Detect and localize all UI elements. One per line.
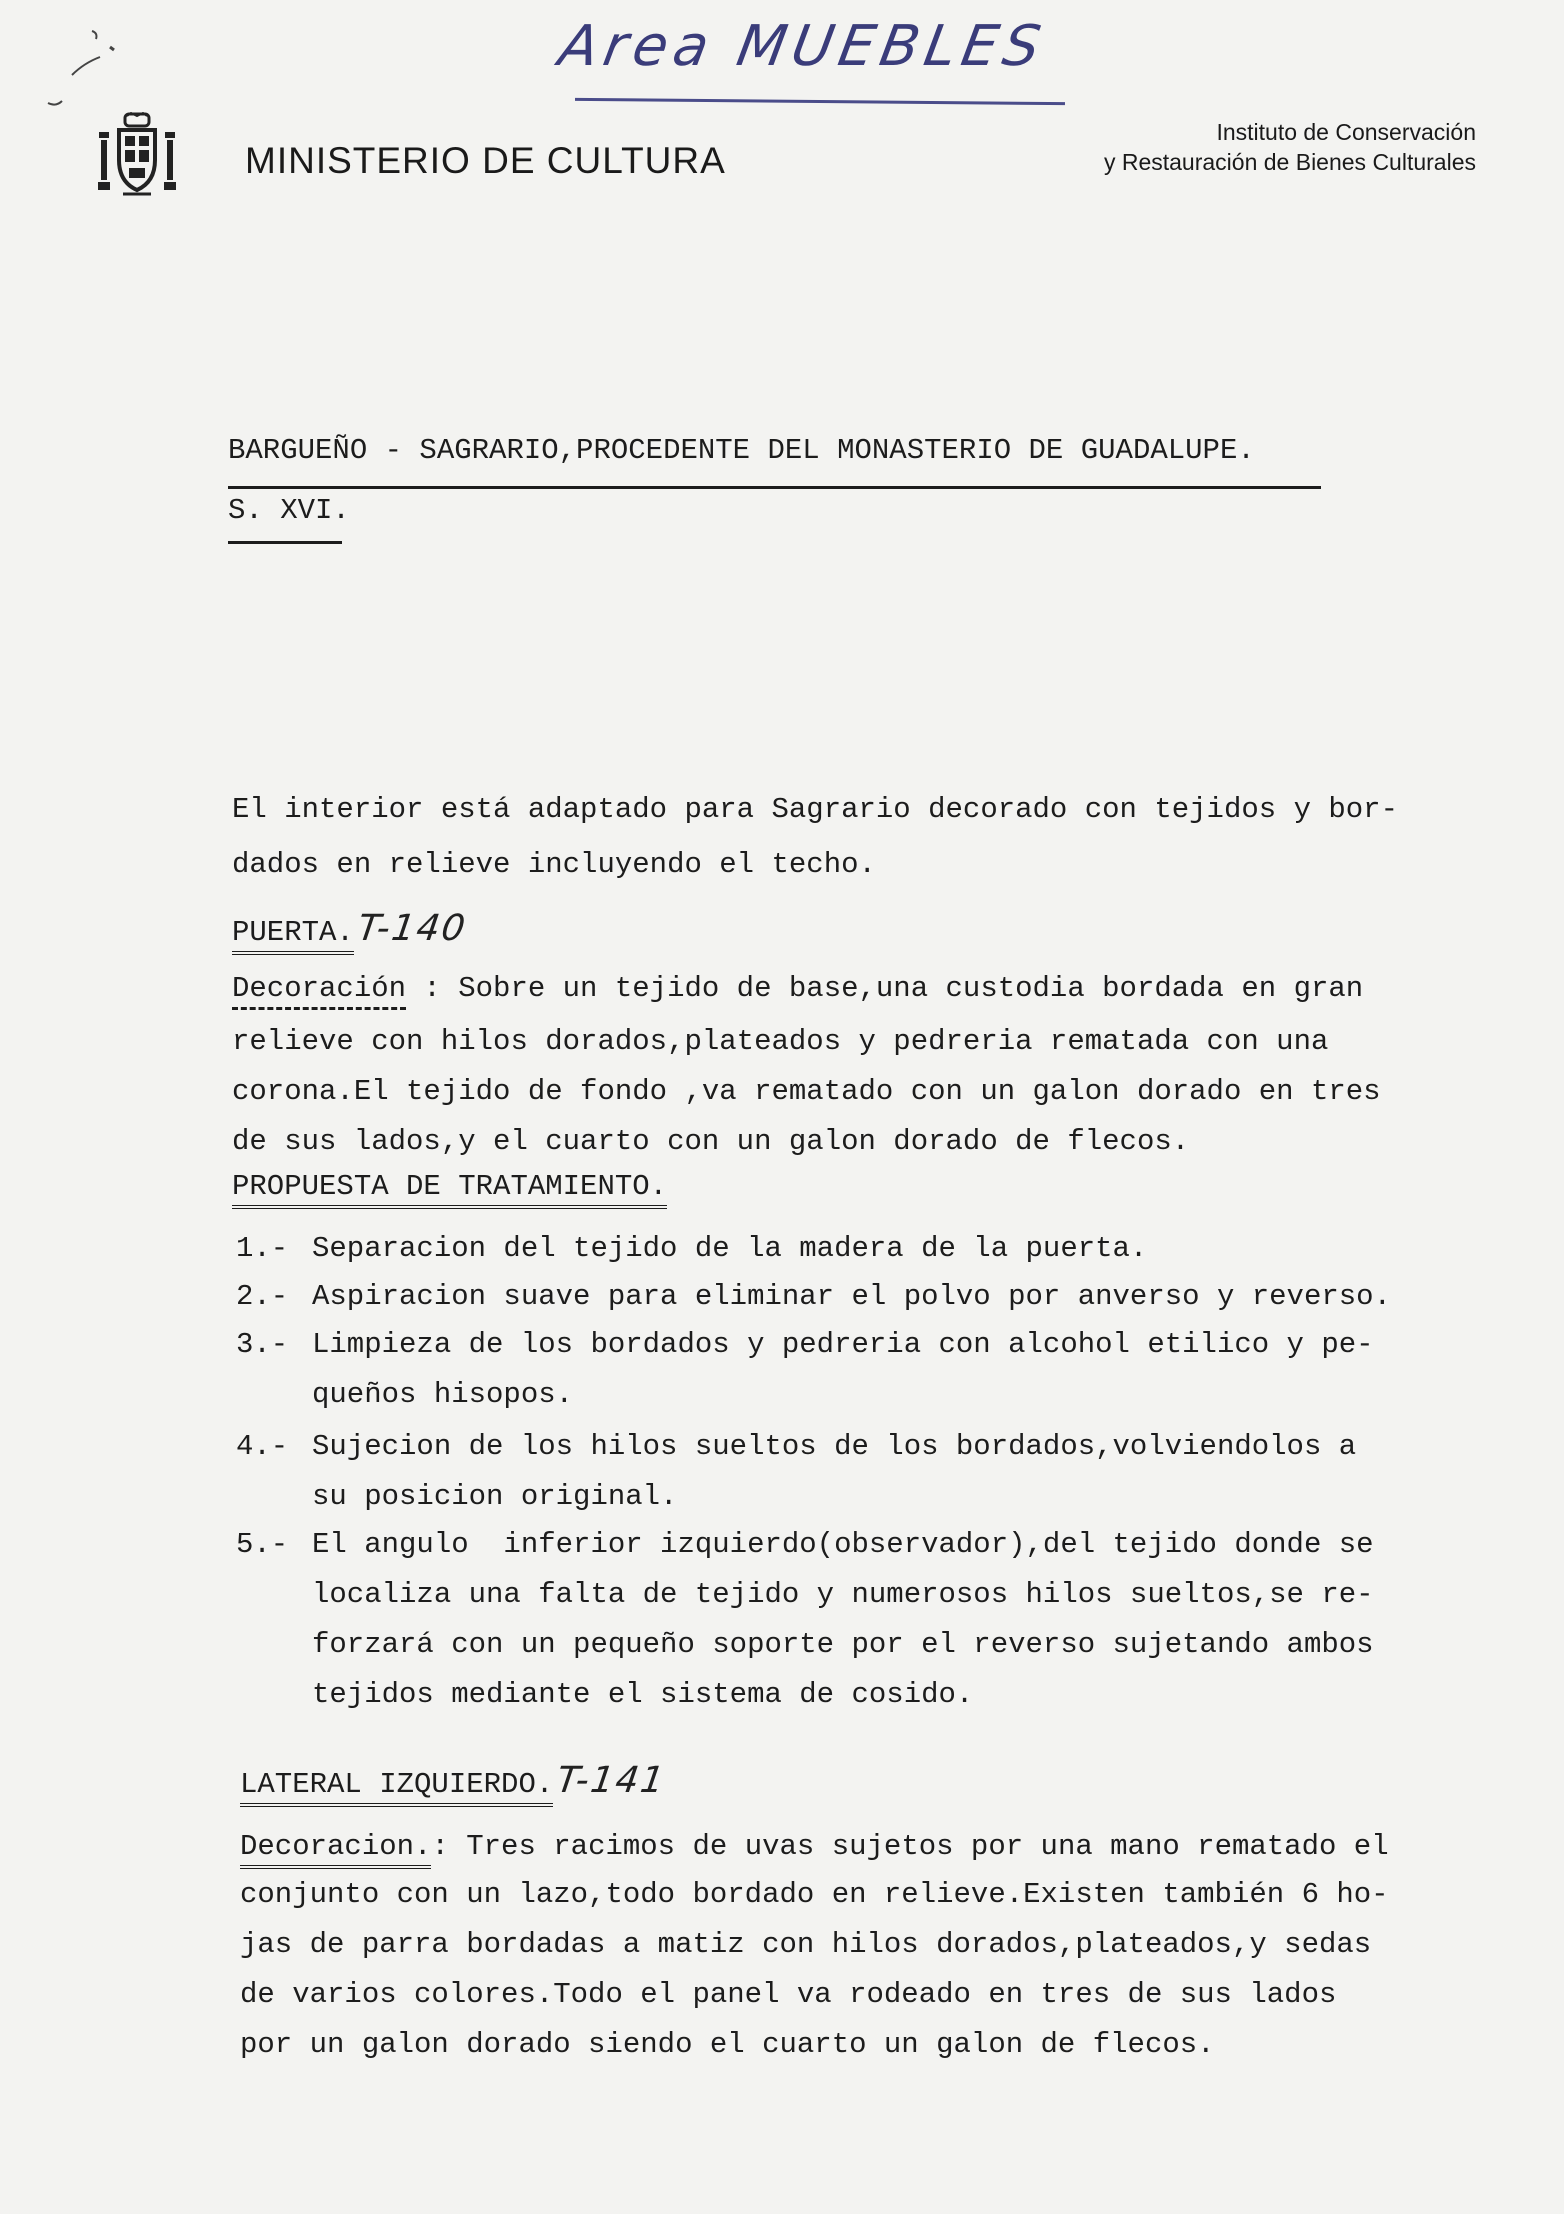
lateral-decoration-label: Decoracion. [240, 1830, 431, 1869]
list-item-text: Separacion del tejido de la madera de la puerta. [312, 1232, 1148, 1265]
intro-line-1: El interior está adaptado para Sagrario decorado con tejidos y bor- [232, 793, 1398, 826]
institute-line-2: y Restauración de Bienes Culturales [1103, 149, 1476, 175]
puerta-decoration-label: Decoración [232, 972, 406, 1010]
puerta-decoration-line-3: corona.El tejido de fondo ,va rematado con un galon dorado en tres [232, 1075, 1381, 1108]
treatment-heading: PROPUESTA DE TRATAMIENTO. [232, 1170, 667, 1209]
puerta-decoration-line-1 [232, 972, 1363, 1005]
list-item-number: 2.- [236, 1280, 289, 1313]
institute-line-1: Instituto de Conservación [1216, 119, 1476, 145]
puerta-handwritten-code: T-140 [354, 908, 470, 949]
list-item-number: 3.- [236, 1328, 289, 1361]
lateral-heading-row [240, 1760, 669, 1801]
document-title: BARGUEÑO - SAGRARIO,PROCEDENTE DEL MONASTERIO DE GUADALUPE. [228, 434, 1255, 467]
list-item-text: Sujecion de los hilos sueltos de los bordados,volviendolos a [312, 1430, 1357, 1463]
puerta-decoration-line-4: de sus lados,y el cuarto con un galon dorado de flecos. [232, 1125, 1190, 1158]
puerta-decoration-text-1: : Sobre un tejido de base,una custodia bordada en gran [406, 972, 1364, 1005]
lateral-decoration-line-3: jas de parra bordadas a matiz con hilos dorados,plateados,y sedas [240, 1928, 1372, 1961]
puerta-decoration-line-2: relieve con hilos dorados,plateados y pedreria rematada con una [232, 1025, 1329, 1058]
lateral-heading: LATERAL IZQUIERDO. [240, 1768, 553, 1807]
treatment-heading-row [232, 1170, 667, 1203]
list-item-text: Limpieza de los bordados y pedreria con alcohol etilico y pe- [312, 1328, 1374, 1361]
list-item-number: 4.- [236, 1430, 289, 1463]
list-item-text: tejidos mediante el sistema de cosido. [312, 1678, 974, 1711]
century-label: S. XVI. [228, 494, 350, 527]
list-item-text: queños hisopos. [312, 1378, 574, 1411]
intro-line-2: dados en relieve incluyendo el techo. [232, 848, 876, 881]
lateral-decoration-line-1 [240, 1830, 1389, 1863]
list-item-number: 5.- [236, 1528, 289, 1561]
lateral-decoration-line-4: de varios colores.Todo el panel va rodeado en tres de sus lados [240, 1978, 1337, 2011]
handwritten-area-label: Area MUEBLES [554, 14, 1051, 79]
lateral-decoration-line-5: por un galon dorado siendo el cuarto un galon de flecos. [240, 2028, 1215, 2061]
corner-pen-marks [30, 25, 140, 115]
puerta-heading: PUERTA. [232, 916, 354, 955]
institute-name [1104, 117, 1476, 177]
list-item-text: El angulo inferior izquierdo(observador),del tejido donde se [312, 1528, 1374, 1561]
handwritten-underline [575, 98, 1065, 105]
lateral-handwritten-code: T-141 [554, 1760, 669, 1801]
list-item-text: localiza una falta de tejido y numerosos hilos sueltos,se re- [312, 1578, 1374, 1611]
puerta-heading-row [232, 908, 470, 949]
list-item-text: Aspiracion suave para eliminar el polvo por anverso y reverso. [312, 1280, 1391, 1313]
lateral-decoration-text-1: : Tres racimos de uvas sujetos por una mano rematado el [431, 1830, 1389, 1863]
ministry-name: MINISTERIO DE CULTURA [245, 140, 726, 181]
century-underline [228, 541, 342, 544]
list-item-text: forzará con un pequeño soporte por el reverso sujetando ambos [312, 1628, 1374, 1661]
list-item-number: 1.- [236, 1232, 289, 1265]
coat-of-arms-icon [95, 112, 179, 202]
lateral-decoration-line-2: conjunto con un lazo,todo bordado en relieve.Existen también 6 ho- [240, 1878, 1389, 1911]
list-item-text: su posicion original. [312, 1480, 678, 1513]
title-underline [228, 486, 1321, 489]
